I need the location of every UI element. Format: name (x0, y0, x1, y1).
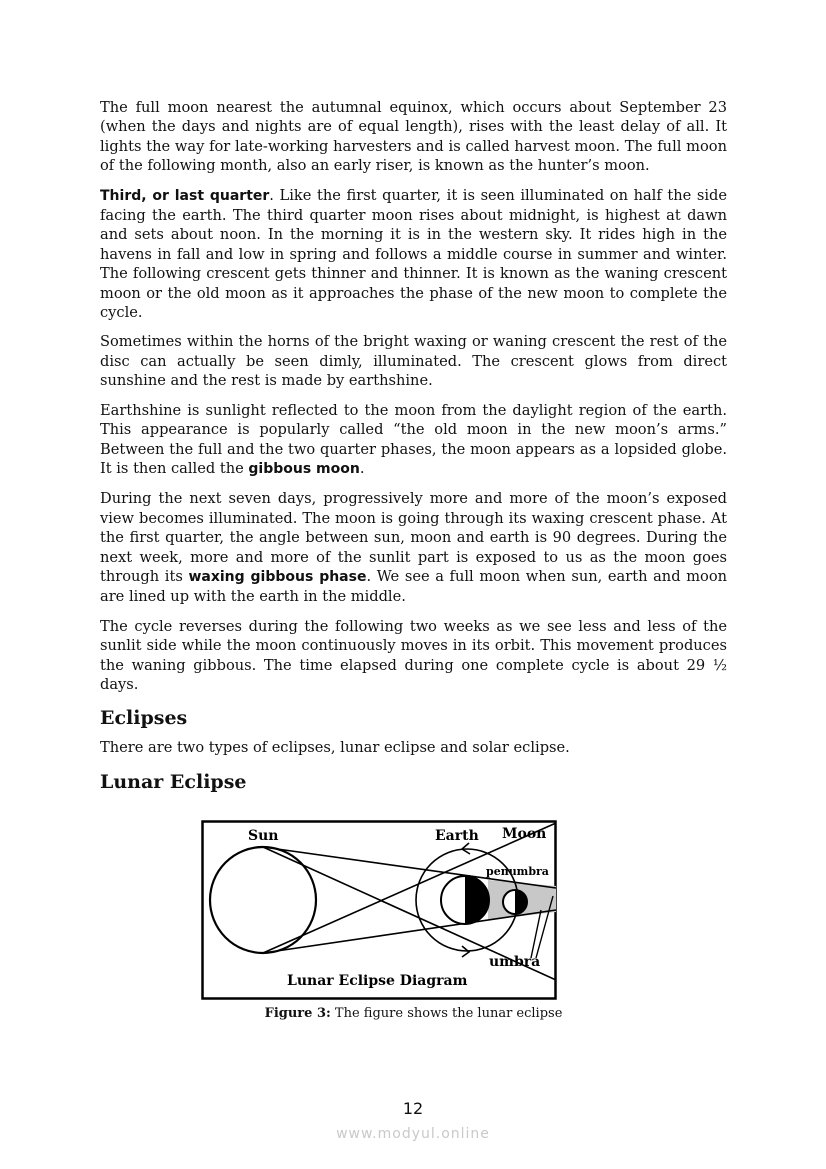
diagram-label-sun: Sun (248, 828, 279, 844)
figure-caption-label: Figure 3: (264, 1006, 331, 1021)
paragraph-waxing-end: . We see a full moon when sun, earth and moon are lined up with the earth in the middle. (100, 567, 727, 606)
paragraph-third-quarter-text: . Like the first quarter, it is seen illuminated on half the side facing the earth. The third quarter moon rises about midnight, is highest at dawn and sets about noon. In the morning it is in the western sky. It rides high in the havens in fall and low in spring and follows a middle course in summer and winter. The following crescent gets thinner and thinner. It is known as the waning crescent moon or the old moon as it approaches the phase of the new moon to complete the cycle. (100, 186, 727, 322)
lunar-eclipse-diagram (201, 818, 558, 1000)
paragraph-third-quarter (100, 186, 727, 323)
heading-lunar-eclipse: Lunar Eclipse (100, 770, 247, 793)
figure-caption (100, 1005, 727, 1023)
paragraph-crescent-disc: Sometimes within the horns of the bright waxing or waning crescent the rest of the disc can actually be seen dimly, illuminated. The crescent glows from direct sunshine and the rest is made by earthshine. (100, 333, 727, 390)
diagram-label-umbra: umbra (489, 954, 541, 970)
paragraph-cycle-reverses: The cycle reverses during the following two weeks as we see less and less of the sunlit side while the moon continuously moves in its orbit. This movement produces the waning gibbous. The time elapsed during one complete cycle is about 29 ½ days. (100, 617, 727, 693)
page-number: 12 (402, 1099, 424, 1118)
term-gibbous-moon: gibbous moon (248, 460, 360, 477)
diagram-title: Lunar Eclipse Diagram (287, 973, 468, 989)
paragraph-waxing (100, 489, 727, 606)
paragraph-earthshine (100, 401, 727, 480)
paragraph-earthshine-text: Earthshine is sunlight reflected to the moon from the daylight region of the earth. This appearance is popularly called “the old moon in the new moon’s arms.” Between the full and the two quarter phases, the moon appears as a lopsided globe. It is then called the (100, 401, 727, 477)
paragraph-earthshine-end: . (359, 459, 365, 477)
eclipses-intro: There are two types of eclipses, lunar eclipse and solar eclipse. (100, 739, 570, 757)
diagram-label-moon: Moon (502, 826, 547, 842)
term-third-quarter: Third, or last quarter (100, 187, 270, 204)
diagram-label-penumbra: penumbra (486, 865, 549, 878)
watermark: www.modyul.online (336, 1126, 490, 1142)
paragraph-waxing-text: During the next seven days, progressively more and more of the moon’s exposed view becomes illuminated. The moon is going through its waxing crescent phase. At the first quarter, the angle between sun, moon and earth is 90 degrees. During the next week, more and more of the sunlit part is exposed to us as the moon goes through its (100, 490, 727, 585)
diagram-label-earth: Earth (435, 828, 479, 844)
paragraph-harvest-moon: The full moon nearest the autumnal equinox, which occurs about September 23 (when the days and nights are of equal length), rises with the least delay of all. It lights the way for late-working harvesters and is called harvest moon. The full moon of the following month, also an early riser, is known as the hunter’s moon. (100, 99, 727, 175)
lunar-eclipse-figure (201, 818, 558, 1000)
page-content (100, 98, 727, 802)
figure-caption-text: The figure shows the lunar eclipse (330, 1006, 563, 1021)
heading-eclipses: Eclipses (100, 707, 188, 730)
term-waxing-gibbous: waxing gibbous phase (188, 568, 367, 585)
